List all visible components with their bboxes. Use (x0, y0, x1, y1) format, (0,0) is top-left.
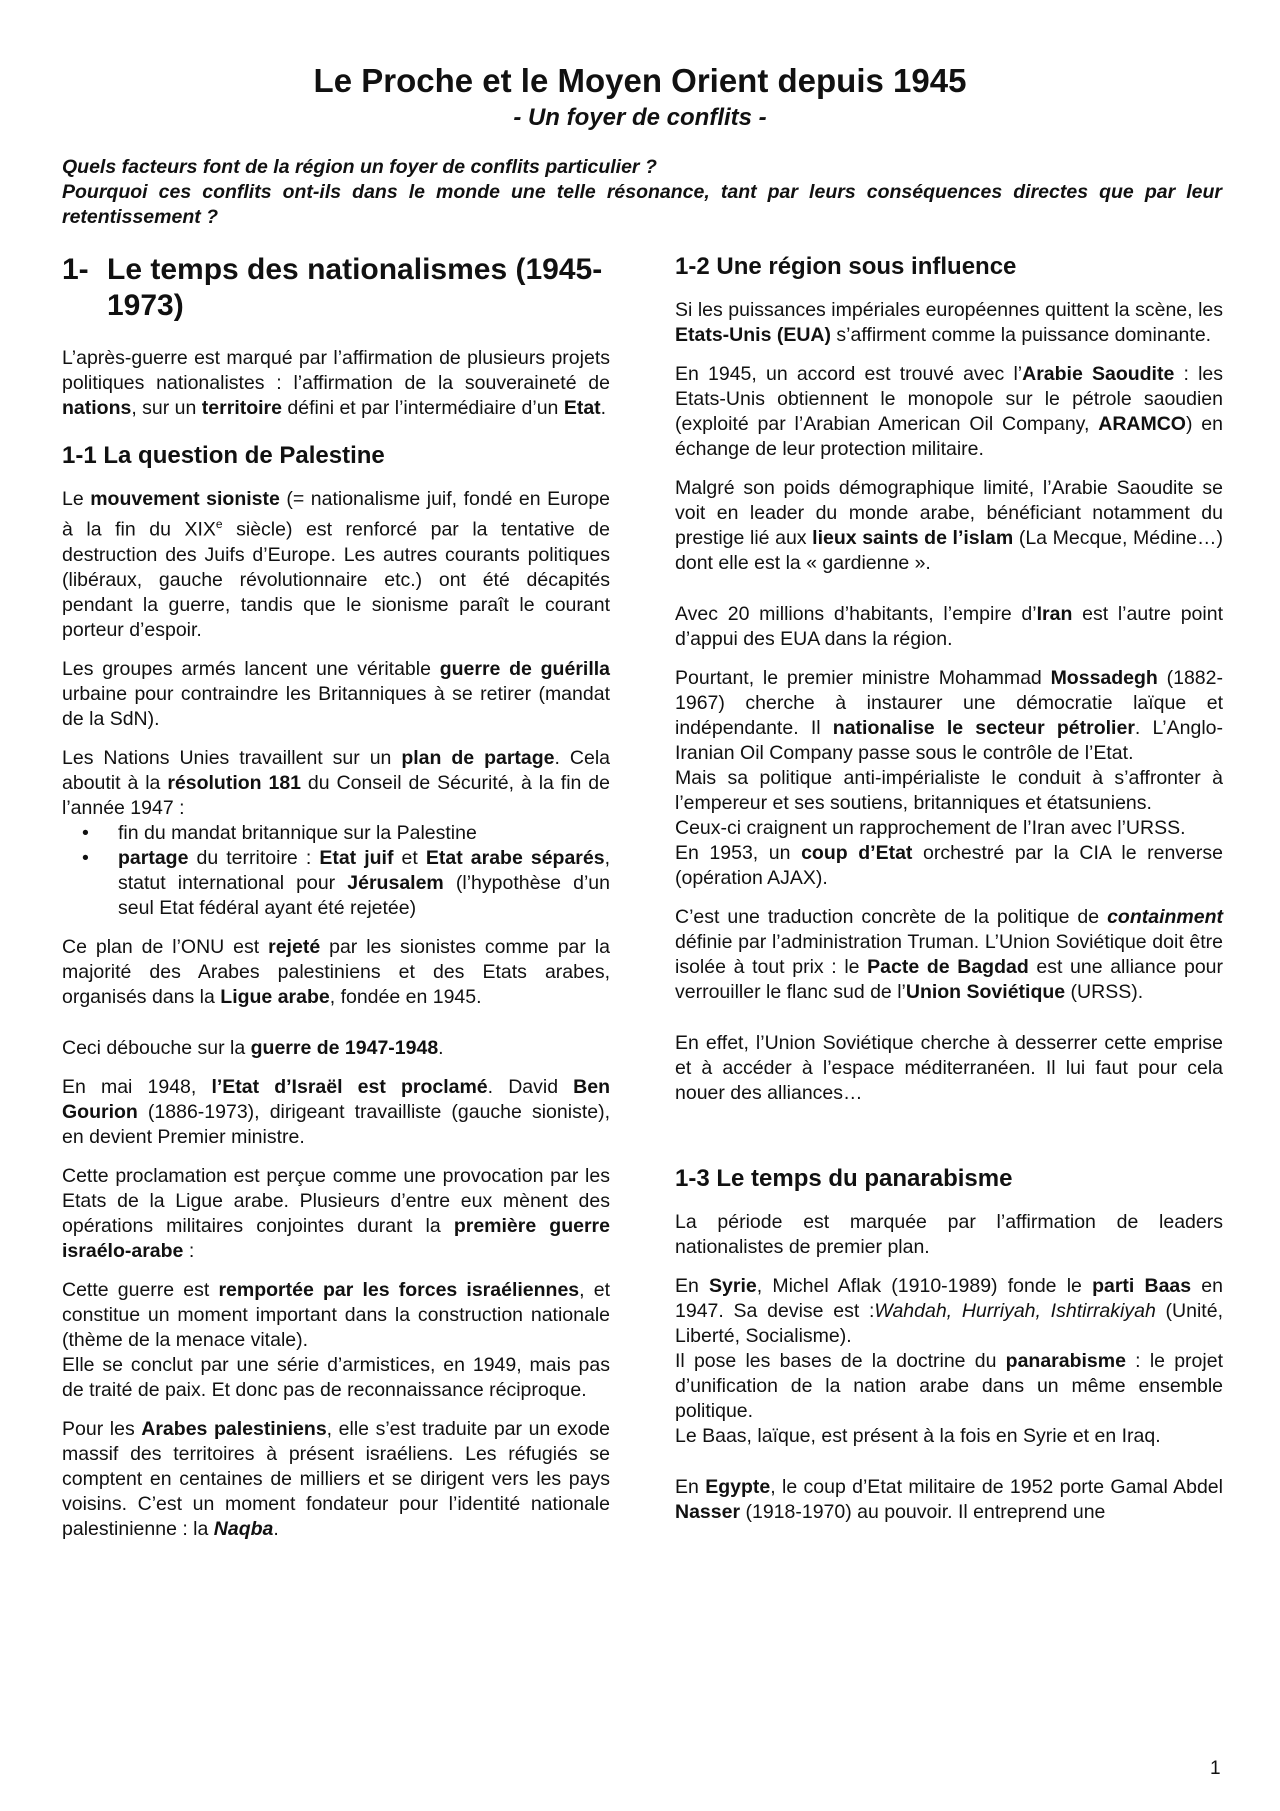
s11-paragraph-1: Le mouvement sioniste (= nationalisme juif, fondé en Europe à la fin du XIXe siècle) est renforcé par la tentative de destruction des Juifs d’Europe. Les autres courants politiques (libéraux, gauche révolutionnaire etc.) ont été décapités pendant la guerre, tandis que le sionisme paraît le courant porteur d’espoir. (62, 488, 611, 641)
guiding-questions (62, 155, 1222, 230)
page-subtitle: - Un foyer de conflits - (513, 104, 767, 131)
left-column (62, 252, 610, 1556)
s11-paragraph-9: Pour les Arabes palestiniens, elle s’est traduite par un exode massif des territoires à présent israéliens. Les réfugiés se comptent en centaines de milliers et se dirigent vers les pays voisins. C’est un moment fondateur pour l’identité nationale palestinienne : la Naqba. (62, 1417, 611, 1540)
s12-paragraph-6: C’est une traduction concrète de la politique de containment définie par l’administration Truman. L’Union Soviétique doit être isolée à tout prix : le Pacte de Bagdad est une alliance pour verrouiller le flanc sud de l’Union Soviétique (URSS). (675, 906, 1224, 1003)
s11-paragraph-3: Les Nations Unies travaillent sur un plan de partage. Cela aboutit à la résolution 181 du Conseil de Sécurité, à la fin de l’année 1947 : (62, 746, 611, 819)
right-column (675, 252, 1223, 1539)
list-item: • fin du mandat britannique sur la Palestine (118, 821, 610, 846)
page-number: 1 (1210, 1758, 1221, 1779)
s13-paragraph-1: La période est marquée par l’affirmation de leaders nationalistes de premier plan. (675, 1211, 1223, 1258)
section-1-1-heading: 1-1 La question de Palestine (62, 442, 385, 469)
s11-paragraph-2: Les groupes armés lancent une véritable guerre de guérilla urbaine pour contraindre les Britanniques à se retirer (mandat de la SdN). (62, 657, 610, 730)
partition-list (62, 821, 610, 921)
s12-paragraph-4: Avec 20 millions d’habitants, l’empire d’Iran est l’autre point d’appui des EUA dans la région. (675, 603, 1223, 650)
s11-paragraph-6: En mai 1948, l’Etat d’Israël est proclamé. David Ben Gourion (1886-1973), dirigeant travailliste (gauche sioniste), en devient Premier ministre. (62, 1075, 611, 1148)
s11-paragraph-4: Ce plan de l’ONU est rejeté par les sionistes comme par la majorité des Arabes palestiniens et des Etats arabes, organisés dans la Ligue arabe, fondée en 1945. (62, 935, 610, 1008)
s12-paragraph-5: Pourtant, le premier ministre Mohammad Mossadegh (1882-1967) cherche à instaurer une démocratie laïque et indépendante. Il nationalise le secteur pétrolier. L’Anglo-Iranian Oil Company passe sous le contrôle de l’Etat. Mais sa politique anti-impérialiste le conduit à s’affronter à l’empereur et ses soutiens, britanniques et étatsuniens. Ceux-ci craignent un rapprochement de l’Iran avec l’URSS. En 1953, un coup d’Etat orchestré par la CIA le renverse (opération AJAX). (675, 667, 1223, 889)
page-title: Le Proche et le Moyen Orient depuis 1945 (313, 62, 967, 99)
s12-paragraph-1: Si les puissances impériales européennes quittent la scène, les Etats-Unis (EUA) s’affirment comme la puissance dominante. (675, 299, 1223, 346)
s11-paragraph-5: Ceci débouche sur la guerre de 1947-1948. (62, 1036, 444, 1059)
s12-paragraph-7: En effet, l’Union Soviétique cherche à desserrer cette emprise et à accéder à l’espace méditerranéen. Il lui faut pour cela nouer des alliances… (675, 1032, 1223, 1104)
section-1-heading (62, 252, 610, 324)
s13-paragraph-3: En Egypte, le coup d’Etat militaire de 1952 porte Gamal Abdel Nasser (1918-1970) au pouvoir. Il entreprend une (675, 1476, 1223, 1523)
section-1-title: Le temps des nationalismes (1945-1973) (107, 253, 603, 322)
question-2: Pourquoi ces conflits ont-ils dans le monde une telle résonance, tant par leurs conséquences directes que par leur retentissement ? (62, 181, 1222, 228)
s13-paragraph-2: En Syrie, Michel Aflak (1910-1989) fonde le parti Baas en 1947. Sa devise est :Wahdah, Hurriyah, Ishtirrakiyah (Unité, Liberté, Socialisme). Il pose les bases de la doctrine du panarabisme : le projet d’unification de la nation arabe dans un même ensemble politique. Le Baas, laïque, est présent à la fois en Syrie et en Iraq. (675, 1275, 1223, 1447)
question-1: Quels facteurs font de la région un foyer de conflits particulier ? (62, 156, 657, 178)
section-1-3-heading: 1-3 Le temps du panarabisme (675, 1165, 1013, 1192)
s11-paragraph-8: Cette guerre est remportée par les forces israéliennes, et constitue un moment important dans la construction nationale (thème de la menace vitale). Elle se conclut par une série d’armistices, en 1949, mais pas de traité de paix. Et donc pas de reconnaissance réciproque. (62, 1278, 610, 1401)
s11-paragraph-7: Cette proclamation est perçue comme une provocation par les Etats de la Ligue arabe. Plusieurs d’entre eux mènent des opérations militaires conjointes durant la première guerre israélo-arabe : (62, 1164, 610, 1262)
section-1-number: 1- (62, 253, 89, 286)
s12-paragraph-2: En 1945, un accord est trouvé avec l’Arabie Saoudite : les Etats-Unis obtiennent le monopole sur le pétrole saoudien (exploité par l’Arabian American Oil Company, ARAMCO) en échange de leur protection militaire. (675, 363, 1223, 460)
list-item: • partage du territoire : Etat juif et Etat arabe séparés, statut international pour Jérusalem (l’hypothèse d’un seul Etat fédéral ayant été rejetée) (118, 846, 610, 921)
s12-paragraph-3: Malgré son poids démographique limité, l’Arabie Saoudite se voit en leader du monde arabe, bénéficiant notamment du prestige lié aux lieux saints de l’islam (La Mecque, Médine…) dont elle est la « gardienne ». (675, 477, 1223, 574)
section-1-intro: L’après-guerre est marqué par l’affirmation de plusieurs projets politiques nationalistes : l’affirmation de la souveraineté de nations, sur un territoire défini et par l’intermédiaire d’un Etat. (62, 347, 610, 419)
section-1-2-heading: 1-2 Une région sous influence (675, 253, 1017, 280)
